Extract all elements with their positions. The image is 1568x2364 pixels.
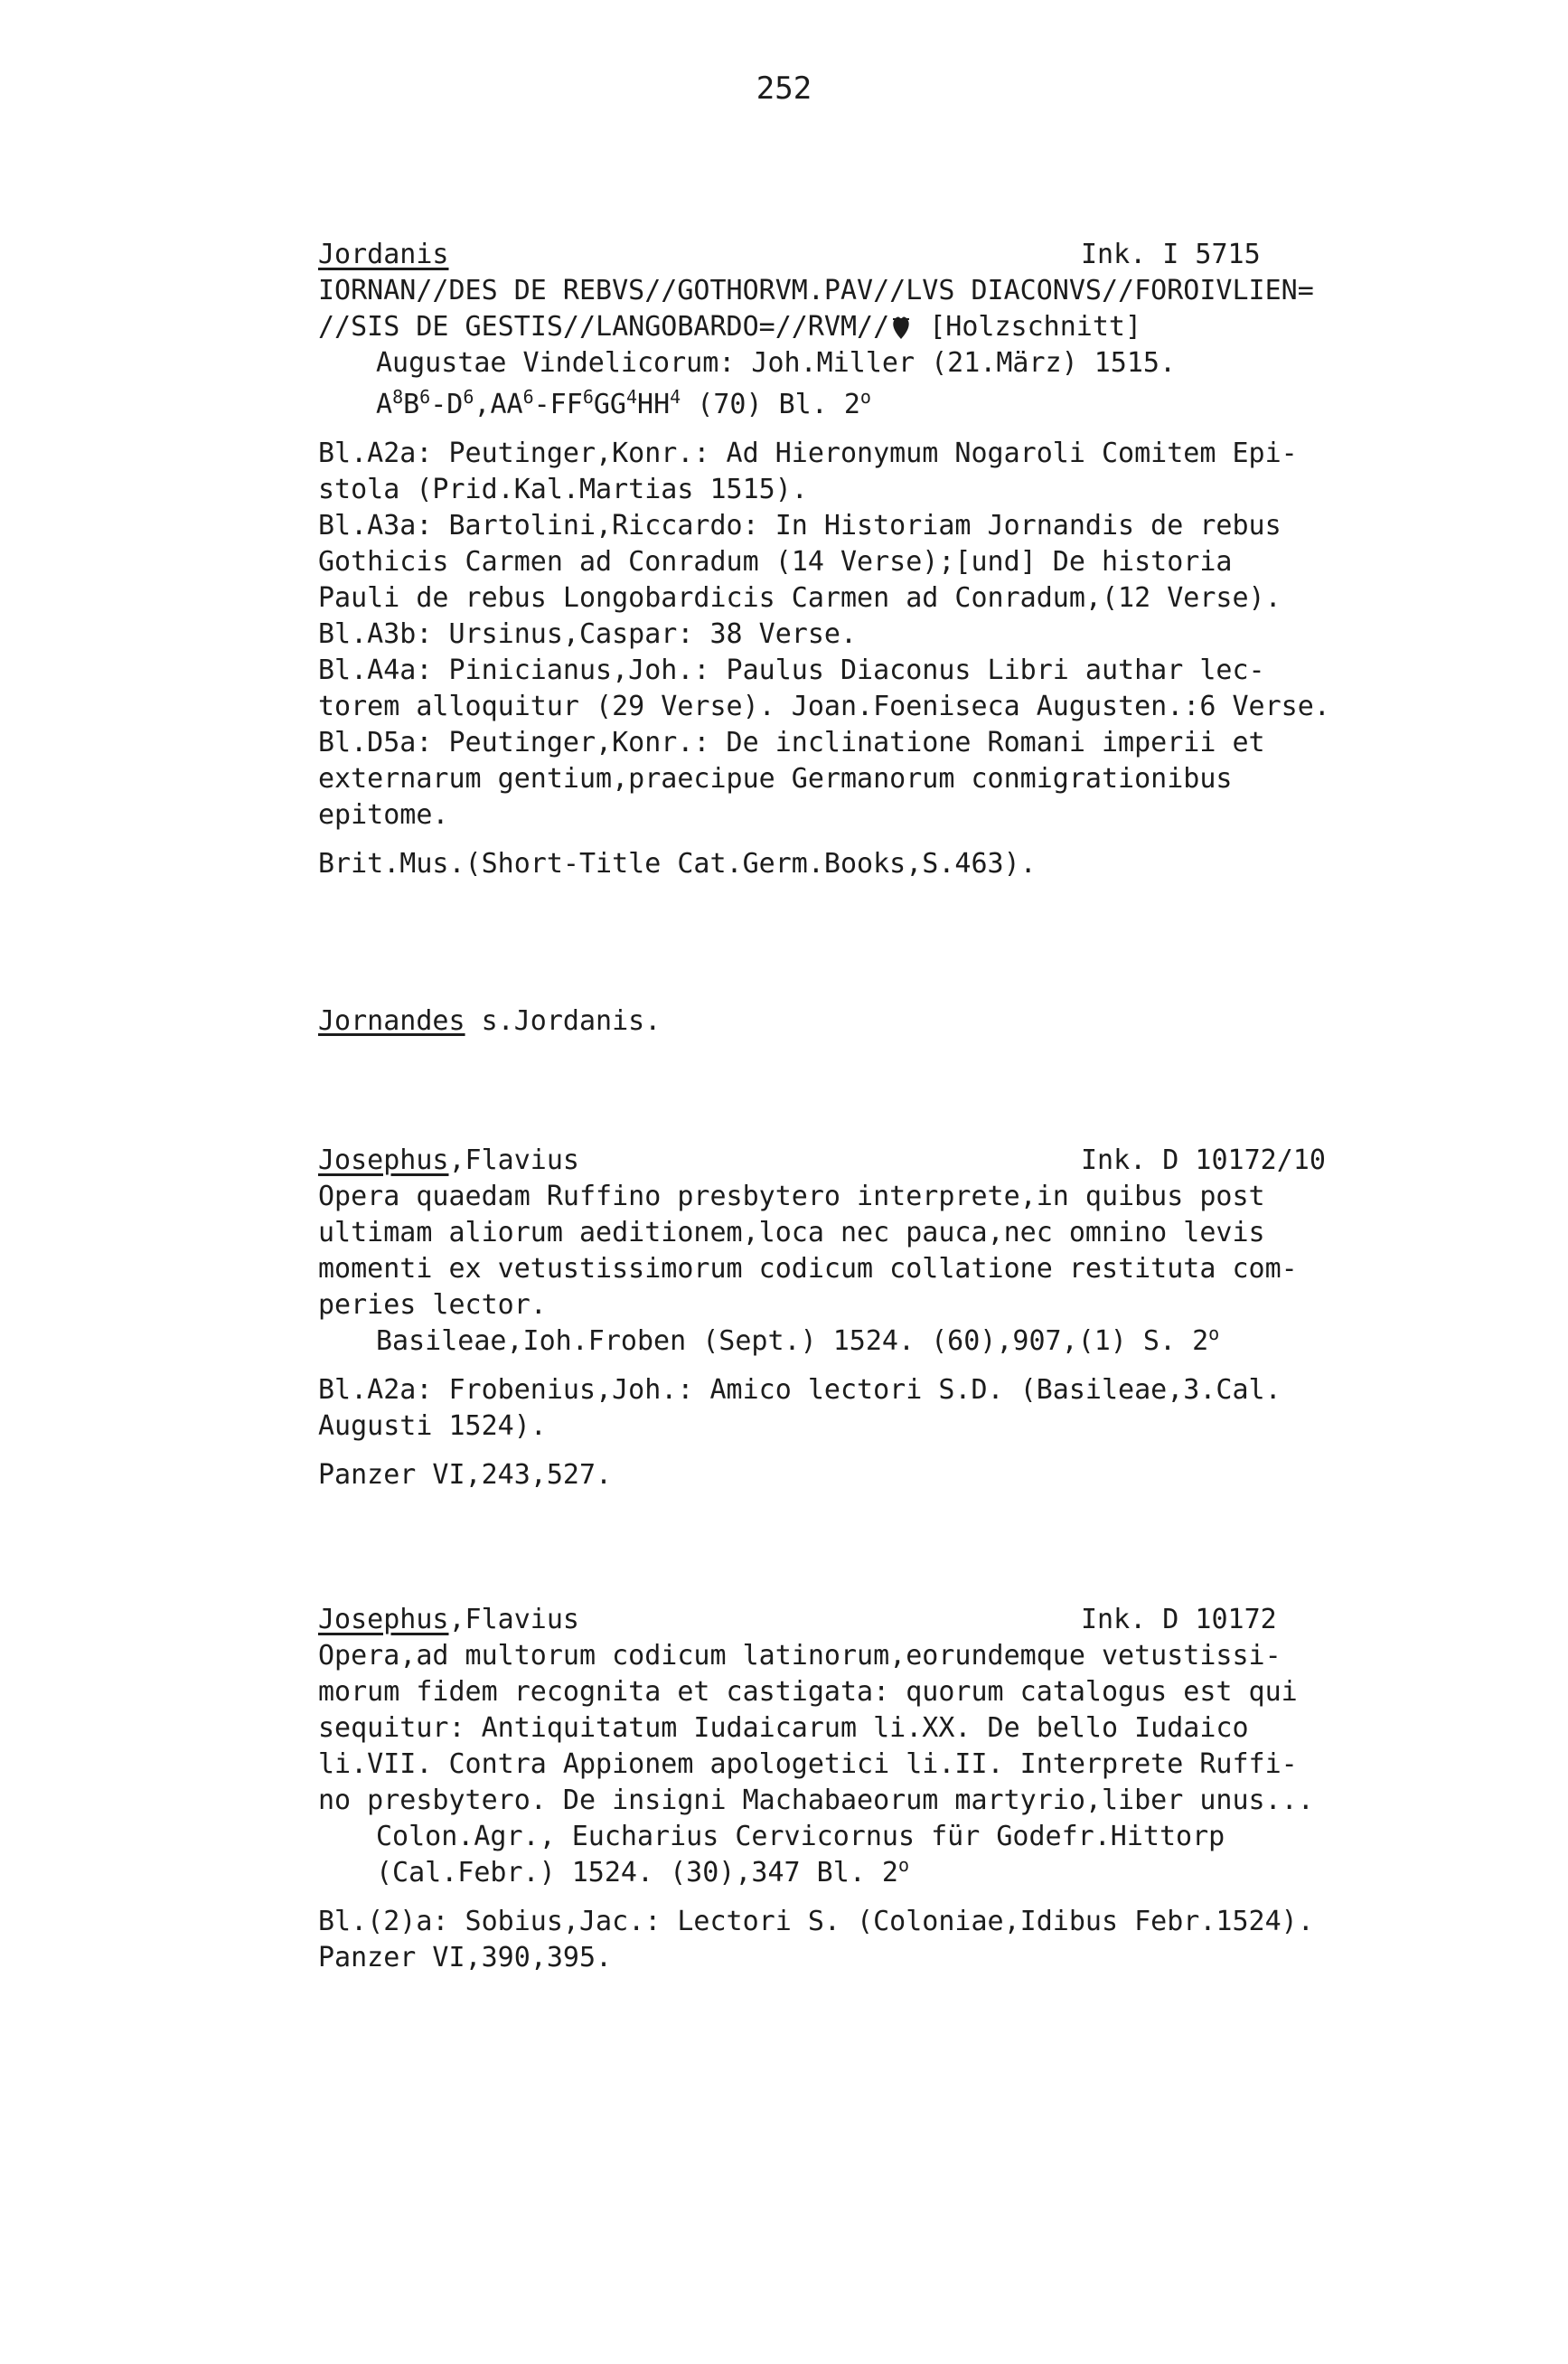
entry-heading xyxy=(318,1602,579,1638)
entry-heading: Jordanis xyxy=(318,239,449,270)
entry-heading-row xyxy=(318,1602,1493,1638)
title-line: morum fidem recognita et castigata: quorum catalogus est qui xyxy=(318,1676,1298,1708)
collation-sup: 4 xyxy=(670,386,681,408)
title-line-tail: [Holzschnitt] xyxy=(929,311,1142,343)
bibliographic-reference: Brit.Mus.(Short-Title Cat.Germ.Books,S.463). xyxy=(318,848,1037,880)
contents-line: Bl.A2a: Frobenius,Joh.: Amico lectori S.D. (Basileae,3.Cal. xyxy=(318,1374,1282,1406)
collation-sup: o xyxy=(859,386,871,408)
imprint xyxy=(318,1323,1493,1360)
imprint-text: (Cal.Febr.) 1524. (30),347 Bl. 2 xyxy=(376,1857,898,1888)
contents-line: Pauli de rebus Longobardicis Carmen ad Conradum,(12 Verse). xyxy=(318,582,1282,614)
collation-sup: 6 xyxy=(582,386,594,408)
catalog-entry-jornandes xyxy=(318,1003,1493,1040)
bibliographic-reference: Panzer VI,390,395. xyxy=(318,1942,613,1973)
catalog-entry-josephus-2 xyxy=(318,1602,1493,1976)
contents-line: externarum gentium,praecipue Germanorum conmigrationibus xyxy=(318,763,1233,795)
entry-heading-suffix: ,Flavius xyxy=(448,1604,579,1635)
title-line: sequitur: Antiquitatum Iudaicarum li.XX. De bello Iudaico xyxy=(318,1712,1249,1744)
collation-part: (70) Bl. 2 xyxy=(681,389,860,420)
collation-sup: 6 xyxy=(463,386,474,408)
collation-part: ,AA xyxy=(474,389,523,420)
title-line: IORNAN//DES DE REBVS//GOTHORVM.PAV//LVS DIACONVS//FOROIVLIEN= xyxy=(318,275,1314,306)
collation-part: -FF xyxy=(533,389,583,420)
entry-heading: Jornandes xyxy=(318,1005,465,1037)
title-line: peries lector. xyxy=(318,1289,547,1321)
collation-sup: 8 xyxy=(392,386,404,408)
contents-line: torem alloquitur (29 Verse). Joan.Foeniseca Augusten.:6 Verse. xyxy=(318,691,1330,722)
catalog-entry-jordanis xyxy=(318,237,1493,882)
imprint-format-sup: o xyxy=(897,1854,910,1876)
collation-part: B xyxy=(403,389,420,420)
leaf-ornament-icon xyxy=(889,314,913,341)
entry-heading xyxy=(318,1143,579,1179)
bibliographic-reference: Panzer VI,243,527. xyxy=(318,1459,613,1491)
imprint xyxy=(318,1855,1493,1891)
contents-line: Bl.A2a: Peutinger,Konr.: Ad Hieronymum Nogaroli Comitem Epi- xyxy=(318,438,1298,469)
title-line: Opera quaedam Ruffino presbytero interprete,in quibus post xyxy=(318,1181,1265,1212)
contents-line: epitome. xyxy=(318,799,449,831)
collation-part: HH xyxy=(637,389,671,420)
shelfmark: Ink. I 5715 xyxy=(1081,239,1261,270)
imprint-format-sup: o xyxy=(1208,1323,1220,1344)
contents-line: Bl.(2)a: Sobius,Jac.: Lectori S. (Coloniae,Idibus Febr.1524). xyxy=(318,1906,1314,1937)
collation-sup: 4 xyxy=(625,386,638,408)
see-also-text: s.Jordanis. xyxy=(465,1005,662,1037)
title-line: no presbytero. De insigni Machabaeorum martyrio,liber unus... xyxy=(318,1785,1314,1816)
title-line xyxy=(318,309,1493,345)
entry-heading-row xyxy=(318,237,1493,273)
entry-heading-name: Josephus xyxy=(318,1144,449,1176)
collation-sup: 6 xyxy=(522,386,534,408)
contents-line: Bl.A3b: Ursinus,Caspar: 38 Verse. xyxy=(318,618,858,650)
contents-line: Bl.A3a: Bartolini,Riccardo: In Historiam Jornandis de rebus xyxy=(318,510,1282,542)
contents-line: Augusti 1524). xyxy=(318,1410,547,1442)
imprint: Augustae Vindelicorum: Joh.Miller (21.März) 1515. xyxy=(376,347,1177,379)
entry-heading-row xyxy=(318,1143,1493,1179)
page-number: 252 xyxy=(756,71,812,107)
collation-sup: 6 xyxy=(419,386,431,408)
collation-part: -D xyxy=(430,389,464,420)
contents-line: Bl.A4a: Pinicianus,Joh.: Paulus Diaconus Libri authar lec- xyxy=(318,655,1265,686)
title-line: ultimam aliorum aeditionem,loca nec pauca,nec omnino levis xyxy=(318,1217,1265,1248)
catalog-entry-josephus-1 xyxy=(318,1143,1493,1493)
imprint: Colon.Agr., Eucharius Cervicornus für Godefr.Hittorp xyxy=(376,1821,1225,1852)
imprint-text: Basileae,Ioh.Froben (Sept.) 1524. (60),907,(1) S. 2 xyxy=(376,1325,1209,1357)
contents-line: stola (Prid.Kal.Martias 1515). xyxy=(318,474,808,505)
title-line: Opera,ad multorum codicum latinorum,eorundemque vetustissi- xyxy=(318,1640,1282,1672)
collation-part: GG xyxy=(593,389,626,420)
title-line: momenti ex vetustissimorum codicum collatione restituta com- xyxy=(318,1253,1298,1285)
shelfmark: Ink. D 10172 xyxy=(1081,1604,1277,1635)
entry-heading-suffix: ,Flavius xyxy=(448,1144,579,1176)
shelfmark: Ink. D 10172/10 xyxy=(1081,1144,1326,1176)
title-line-text: //SIS DE GESTIS//LANGOBARDO=//RVM// xyxy=(318,311,890,343)
title-line: li.VII. Contra Appionem apologetici li.II. Interprete Ruffi- xyxy=(318,1748,1298,1780)
collation xyxy=(318,387,1493,423)
contents-line: Bl.D5a: Peutinger,Konr.: De inclinatione Romani imperii et xyxy=(318,727,1265,758)
cross-reference xyxy=(318,1003,1493,1040)
collation-part: A xyxy=(376,389,393,420)
contents-line: Gothicis Carmen ad Conradum (14 Verse);[und] De historia xyxy=(318,546,1233,578)
entry-heading-name: Josephus xyxy=(318,1604,449,1635)
